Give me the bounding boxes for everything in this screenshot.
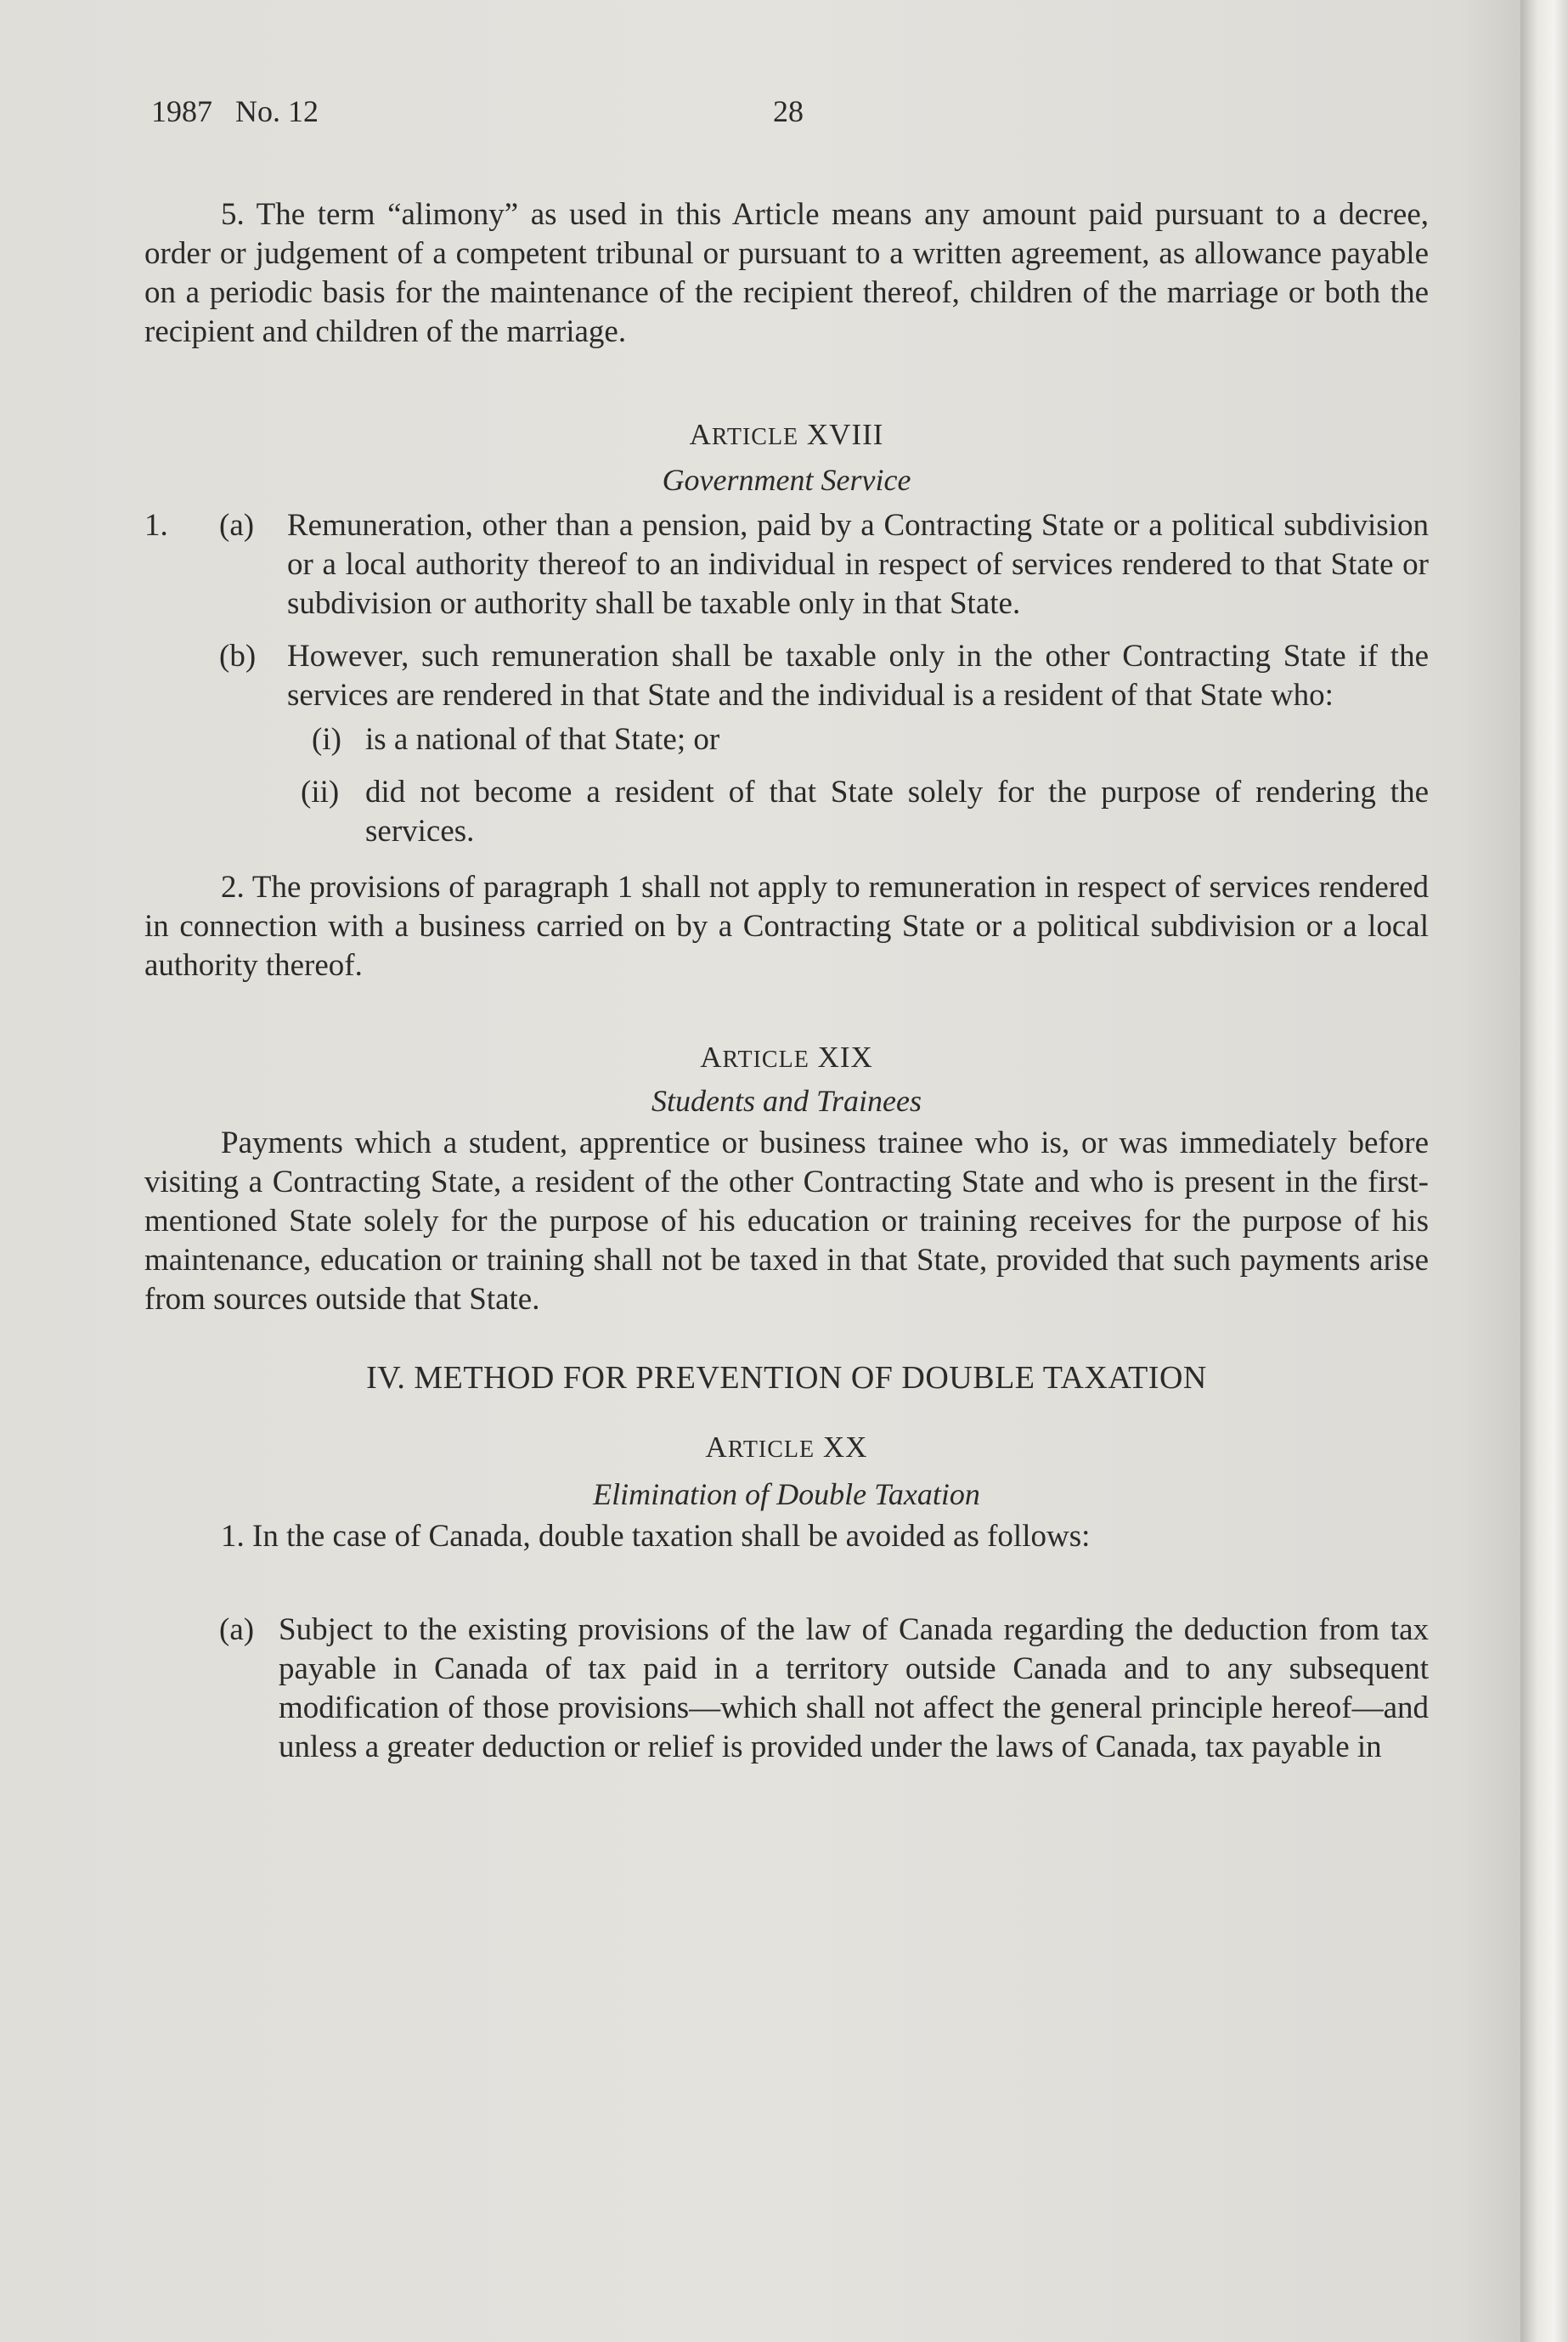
article-20-paragraph-1a [144,1611,1429,1767]
article-18-paragraph-2: 2. The provisions of paragraph 1 shall not apply to remuneration in respect of services rendered in connection with a business carried on by a Contracting State or a political subdivision or a local authority thereof. [144,870,1429,983]
article-18-subitem-i [144,720,1429,759]
page-header [144,85,1429,136]
item-text: Remuneration, other than a pension, paid by a Contracting State or a political subdivision or a local authority thereof to an individual in respect of services rendered to that State or subdivision or authority shall be taxable only in that State. [287,508,1429,621]
article-20-paragraph-1: 1. In the case of Canada, double taxation shall be avoided as follows: [221,1519,1091,1554]
paragraph-number: 1. [144,508,168,543]
statute-reference: 1987 No. 12 [151,94,319,128]
roman-numeral: (ii) [301,775,340,810]
article-20-heading: ARTICLE XX [705,1431,868,1464]
article-18-subitem-ii [144,773,1429,851]
page-content [144,85,1429,1767]
subitem-text: is a national of that State; or [365,722,720,757]
article-19-numeral: XIX [817,1041,873,1074]
article-19-title: Students and Trainees [651,1084,922,1118]
part-4-title: IV. METHOD FOR PREVENTION OF DOUBLE TAXATION [366,1360,1207,1396]
page-number: 28 [773,94,804,128]
item-letter: (a) [219,1612,255,1647]
article-20-numeral: XX [822,1431,868,1464]
article-19-heading: ARTICLE XIX [700,1041,873,1074]
article-18-paragraph-1a [144,506,1429,624]
article-19-body: Payments which a student, apprentice or business trainee who is, or was immediately before visiting a Contracting State, a resident of the other Contracting State and who is present in the first-mentioned State solely for the purpose of his education or training receives for the purpose of his maintenance, education or training shall not be taxed in that State, provided that such payments arise from sources outside that State. [144,1126,1429,1317]
item-text: However, such remuneration shall be taxable only in the other Contracting State if the services are rendered in that State and the individual is a resident of that State who: [287,639,1429,713]
item-letter: (a) [219,508,255,543]
book-spine-edge [1520,0,1568,2342]
subitem-text: did not become a resident of that State solely for the purpose of rendering the services. [365,775,1429,849]
item-letter: (b) [219,639,257,674]
article-18-paragraph-1b [144,637,1429,715]
item-text: Subject to the existing provisions of the law of Canada regarding the deduction from tax payable in Canada of tax paid in a territory outside Canada and to any subsequent modification of those provisions—which shall not affect the general principle hereof—and unless a greater deduction or relief is provided under the laws of Canada, tax payable in [279,1612,1429,1764]
roman-numeral: (i) [312,722,341,757]
paragraph-5-alimony: 5. The term “alimony” as used in this Article means any amount paid pursuant to a decree, order or judgement of a competent tribunal or pursuant to a written agreement, as allowance payable on a periodic basis for the maintenance of the recipient thereof, children of the marriage or both the recipient and children of the marriage. [144,197,1429,349]
article-18-heading: ARTICLE XVIII [689,418,884,451]
article-18-title: Government Service [662,463,911,497]
article-18-numeral: XVIII [806,418,884,451]
article-20-title: Elimination of Double Taxation [593,1477,980,1511]
